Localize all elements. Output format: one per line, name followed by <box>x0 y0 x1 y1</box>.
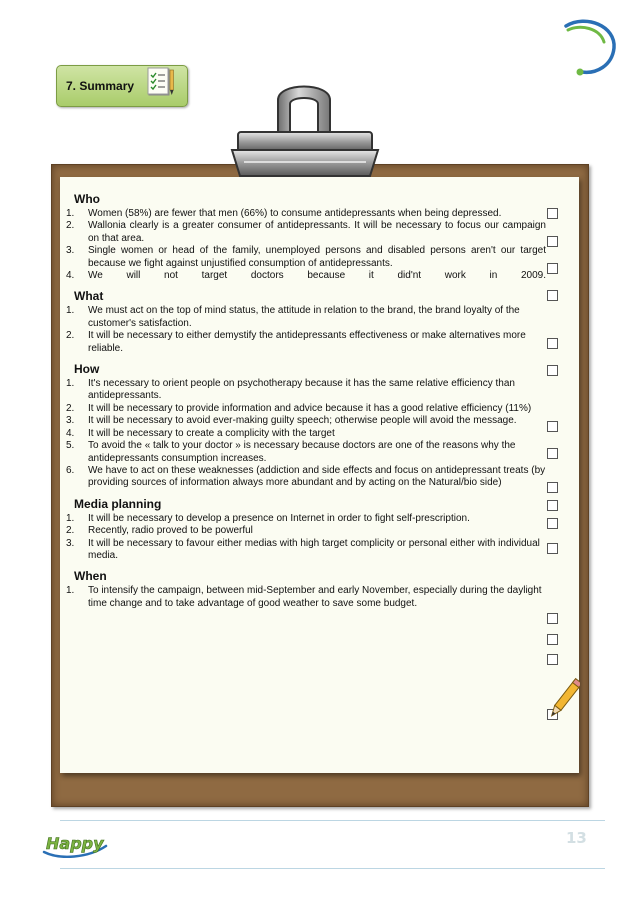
item-text: It's necessary to orient people on psychotherapy because it has the same relative efficiency than antidepressants. <box>88 378 515 402</box>
item-text: It will be necessary to favour either medias with high target complicity or personal either with individual media. <box>88 537 540 561</box>
section-heading: Who <box>74 192 100 206</box>
list-item <box>66 538 546 563</box>
checkbox[interactable] <box>547 448 558 459</box>
item-text: We will not target doctors because it did'nt work in 2009. <box>88 270 546 282</box>
happy-logo-icon <box>40 830 110 858</box>
item-text: Recently, radio proved to be powerful <box>88 525 253 537</box>
list-item <box>66 440 546 465</box>
footer-divider <box>60 868 605 869</box>
logo-text: Happy <box>46 834 104 853</box>
list-item <box>66 585 546 610</box>
item-number: 4. <box>66 270 75 282</box>
checkbox[interactable] <box>547 290 558 301</box>
section-media-planning <box>66 497 546 563</box>
item-number: 5. <box>66 440 75 452</box>
item-number: 3. <box>66 537 75 549</box>
item-text: It will be necessary to either demystify the antidepressants effectiveness or make alternatives more reliable. <box>88 330 526 354</box>
list-item <box>66 245 546 270</box>
list-item <box>66 465 546 490</box>
checkbox[interactable] <box>547 421 558 432</box>
section-heading: Media planning <box>74 496 162 511</box>
checkbox[interactable] <box>547 208 558 219</box>
item-text: Wallonia clearly is a greater consumer of antidepressants. It will be necessary to focus our campaign on that area. <box>88 220 546 244</box>
item-number: 1. <box>66 208 75 219</box>
checkbox[interactable] <box>547 365 558 376</box>
item-number: 2. <box>66 330 75 342</box>
list-item <box>66 208 546 220</box>
section-label: 7. Summary <box>66 79 135 93</box>
page-number: 13 <box>566 829 587 847</box>
item-number: 1. <box>66 305 75 317</box>
swirl-logo-icon <box>560 12 620 82</box>
checkbox[interactable] <box>547 500 558 511</box>
section-heading: What <box>74 289 104 304</box>
summary-content <box>66 192 546 610</box>
item-number: 2. <box>66 402 75 414</box>
checkbox[interactable] <box>547 654 558 665</box>
item-text: We have to act on these weaknesses (addiction and side effects and focus on antidepressant treats (by providing sources of information always more abundant and by acting on the Natural/bio side) <box>88 464 546 489</box>
item-number: 4. <box>66 427 75 439</box>
section-how <box>66 362 546 490</box>
checkbox[interactable] <box>547 518 558 529</box>
item-text: It will be necessary to develop a presence on Internet in order to fight self-prescription. <box>88 512 470 524</box>
section-heading: When <box>74 569 107 584</box>
item-text: It will be necessary to create a complicity with the target <box>88 427 335 439</box>
item-number: 2. <box>66 220 75 232</box>
item-text: Women (58%) are fewer that men (66%) to consume antidepressants when being depressed. <box>88 208 502 219</box>
item-text: We must act on the top of mind status, the attitude in relation to the brand, the brand loyalty of the customer's satisfaction. <box>88 305 520 329</box>
list-item <box>66 403 546 415</box>
list-item <box>66 513 546 525</box>
clipboard-clip-icon <box>230 70 380 180</box>
item-text: Single women or head of the family, unemployed persons and disabled persons aren't our target because we fight against unjustified consumption of antidepressants. <box>88 245 546 269</box>
checkbox[interactable] <box>547 543 558 554</box>
item-number: 2. <box>66 525 75 537</box>
list-item <box>66 428 546 440</box>
item-text: To intensify the campaign, between mid-September and early November, especially during the daylight time change and to take advantage of good weather to save some budget. <box>88 585 542 609</box>
section-who <box>66 192 546 282</box>
footer-divider <box>60 820 605 821</box>
list-item <box>66 525 546 537</box>
section-what <box>66 289 546 355</box>
list-item <box>66 330 546 355</box>
item-text: To avoid the « talk to your doctor » is necessary because doctors are one of the reasons why the antidepressants consumption increases. <box>88 440 516 464</box>
checkbox[interactable] <box>547 482 558 493</box>
item-number: 6. <box>66 464 75 476</box>
section-heading: How <box>74 362 100 377</box>
item-text: It will be necessary to avoid ever-making guilty speech; otherwise people will avoid the message. <box>88 415 517 427</box>
list-item <box>66 415 546 427</box>
checkbox[interactable] <box>547 236 558 247</box>
item-number: 3. <box>66 415 75 427</box>
list-item <box>66 305 546 330</box>
item-text: It will be necessary to provide information and advice because it has a good relative efficiency (11%) <box>88 402 532 414</box>
item-number: 1. <box>66 585 75 597</box>
item-number: 3. <box>66 245 75 257</box>
list-item <box>66 270 546 282</box>
checkbox[interactable] <box>547 263 558 274</box>
pencil-icon <box>548 676 580 724</box>
section-when <box>66 569 546 610</box>
checkbox[interactable] <box>547 338 558 349</box>
item-number: 1. <box>66 378 75 390</box>
list-item <box>66 378 546 403</box>
checkbox[interactable] <box>547 613 558 624</box>
item-number: 1. <box>66 512 75 524</box>
list-item <box>66 220 546 245</box>
checkbox[interactable] <box>547 634 558 645</box>
checklist-icon <box>146 66 176 98</box>
